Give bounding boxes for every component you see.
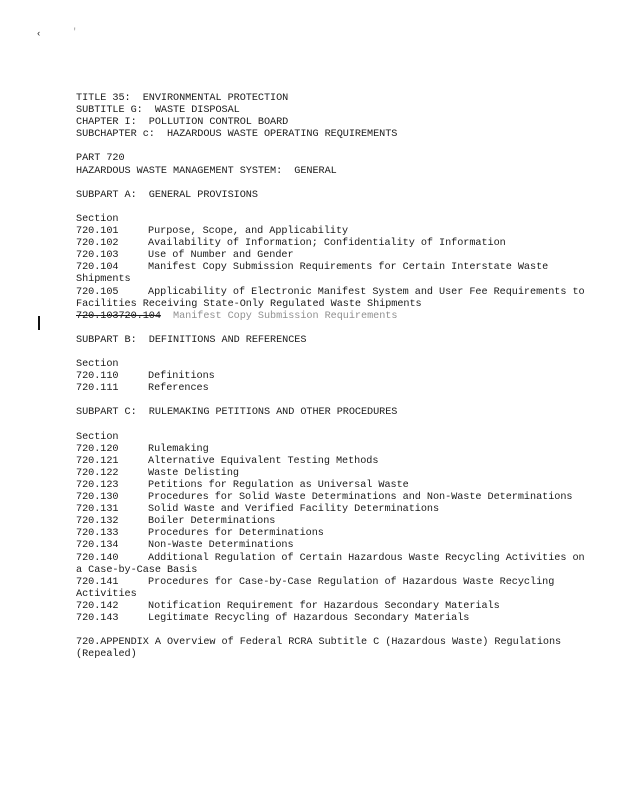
document-body [76, 93, 596, 661]
subpart-b-list [76, 371, 596, 395]
section-number: 720.131 [76, 504, 119, 516]
subtitle-line: SUBTITLE G: WASTE DISPOSAL [76, 105, 240, 117]
section-number: 720.121 [76, 455, 119, 467]
chapter-line: CHAPTER I: POLLUTION CONTROL BOARD [76, 117, 289, 129]
section-label: Section [76, 359, 119, 371]
section-title: Purpose, Scope, and Applicability [148, 226, 349, 238]
section-number: 720.101 [76, 226, 119, 238]
section-number: 720.120 [76, 443, 119, 455]
section-number: 720.111 [76, 383, 119, 395]
toc-entry [76, 226, 596, 238]
subchapter-line: SUBCHAPTER c: HAZARDOUS WASTE OPERATING REQUIREMENTS [76, 129, 398, 141]
toc-entry [76, 516, 596, 528]
toc-entry [76, 468, 596, 480]
toc-entry [76, 250, 596, 262]
subpart-a-list [76, 226, 596, 311]
section-title: Non-Waste Determinations [148, 540, 294, 552]
toc-entry [76, 540, 596, 552]
section-number: 720.141 [76, 576, 119, 588]
toc-entry [76, 480, 596, 492]
toc-entry [76, 601, 596, 613]
toc-entry [76, 238, 596, 250]
margin-change-bar [38, 316, 40, 330]
section-title: Legitimate Recycling of Hazardous Secondary Materials [148, 613, 470, 625]
toc-entry [76, 287, 596, 311]
section-number: 720.102 [76, 238, 119, 250]
appendix-title: Overview of Federal RCRA Subtitle C (Hazardous Waste) Regulations (Repealed) [76, 637, 562, 661]
part-name: HAZARDOUS WASTE MANAGEMENT SYSTEM: GENERAL [76, 165, 337, 177]
section-number: 720.110 [76, 371, 119, 383]
section-title: Petitions for Regulation as Universal Waste [148, 480, 409, 491]
toc-entry [76, 504, 596, 516]
toc-entry [76, 371, 596, 383]
scan-speck: ' [72, 27, 78, 37]
section-number: 720.132 [76, 516, 119, 528]
appendix-entry [76, 637, 596, 661]
toc-entry [76, 613, 596, 625]
section-label: Section [76, 213, 119, 225]
appendix-number: 720.APPENDIX A [76, 637, 161, 649]
section-title: Boiler Determinations [148, 516, 276, 528]
section-title: Additional Regulation of Certain Hazardous Waste Recycling Activities on a Case-by-Case Basis [76, 552, 585, 576]
section-title: Definitions [148, 371, 215, 383]
section-title: Procedures for Case-by-Case Regulation of Hazardous Waste Recycling Activities [76, 576, 555, 600]
section-title: Rulemaking [148, 443, 209, 455]
toc-entry [76, 383, 596, 395]
section-number: 720.105 [76, 286, 119, 298]
subpart-a-heading: SUBPART A: GENERAL PROVISIONS [76, 189, 258, 201]
section-title: References [148, 383, 209, 395]
toc-entry [76, 528, 596, 540]
section-number: 720.104 [76, 262, 119, 274]
section-number: 720.134 [76, 540, 119, 552]
scan-speck: ‹ [36, 29, 42, 39]
section-title: Procedures for Solid Waste Determinations and Non-Waste Determinations [148, 492, 573, 504]
garbled-entry-text: Manifest Copy Submission Requirements [173, 310, 398, 322]
toc-entry [76, 444, 596, 456]
section-title: Applicability of Electronic Manifest System and User Fee Requirements to Facilities Receiving State-Only Regulated Waste Shipments [76, 286, 585, 310]
struck-number: 720.103720.104 [76, 310, 161, 322]
section-title: Waste Delisting [148, 467, 239, 479]
subpart-c-heading: SUBPART C: RULEMAKING PETITIONS AND OTHER PROCEDURES [76, 407, 398, 419]
section-number: 720.133 [76, 528, 119, 540]
subpart-c-list [76, 444, 596, 625]
section-number: 720.142 [76, 600, 119, 612]
section-title: Use of Number and Gender [148, 250, 294, 262]
section-number: 720.130 [76, 492, 119, 504]
section-title: Manifest Copy Submission Requirements for Certain Interstate Waste Shipments [76, 262, 549, 286]
section-title: Availability of Information; Confidentiality of Information [148, 238, 506, 250]
section-label: Section [76, 431, 119, 443]
toc-entry [76, 492, 596, 504]
section-title: Procedures for Determinations [148, 528, 324, 540]
section-title: Alternative Equivalent Testing Methods [148, 455, 379, 467]
toc-entry [76, 553, 596, 577]
section-title: Notification Requirement for Hazardous Secondary Materials [148, 600, 500, 612]
section-number: 720.143 [76, 613, 119, 625]
toc-entry [76, 262, 596, 286]
section-number: 720.103 [76, 250, 119, 262]
section-number: 720.123 [76, 480, 119, 491]
title-line: TITLE 35: ENVIRONMENTAL PROTECTION [76, 93, 289, 104]
section-title: Solid Waste and Verified Facility Determinations [148, 504, 440, 516]
toc-entry [76, 456, 596, 468]
toc-entry [76, 577, 596, 601]
section-number: 720.122 [76, 467, 119, 479]
part-number: PART 720 [76, 153, 125, 165]
subpart-b-heading: SUBPART B: DEFINITIONS AND REFERENCES [76, 334, 307, 346]
section-number: 720.140 [76, 552, 119, 564]
struck-entry [76, 311, 596, 323]
